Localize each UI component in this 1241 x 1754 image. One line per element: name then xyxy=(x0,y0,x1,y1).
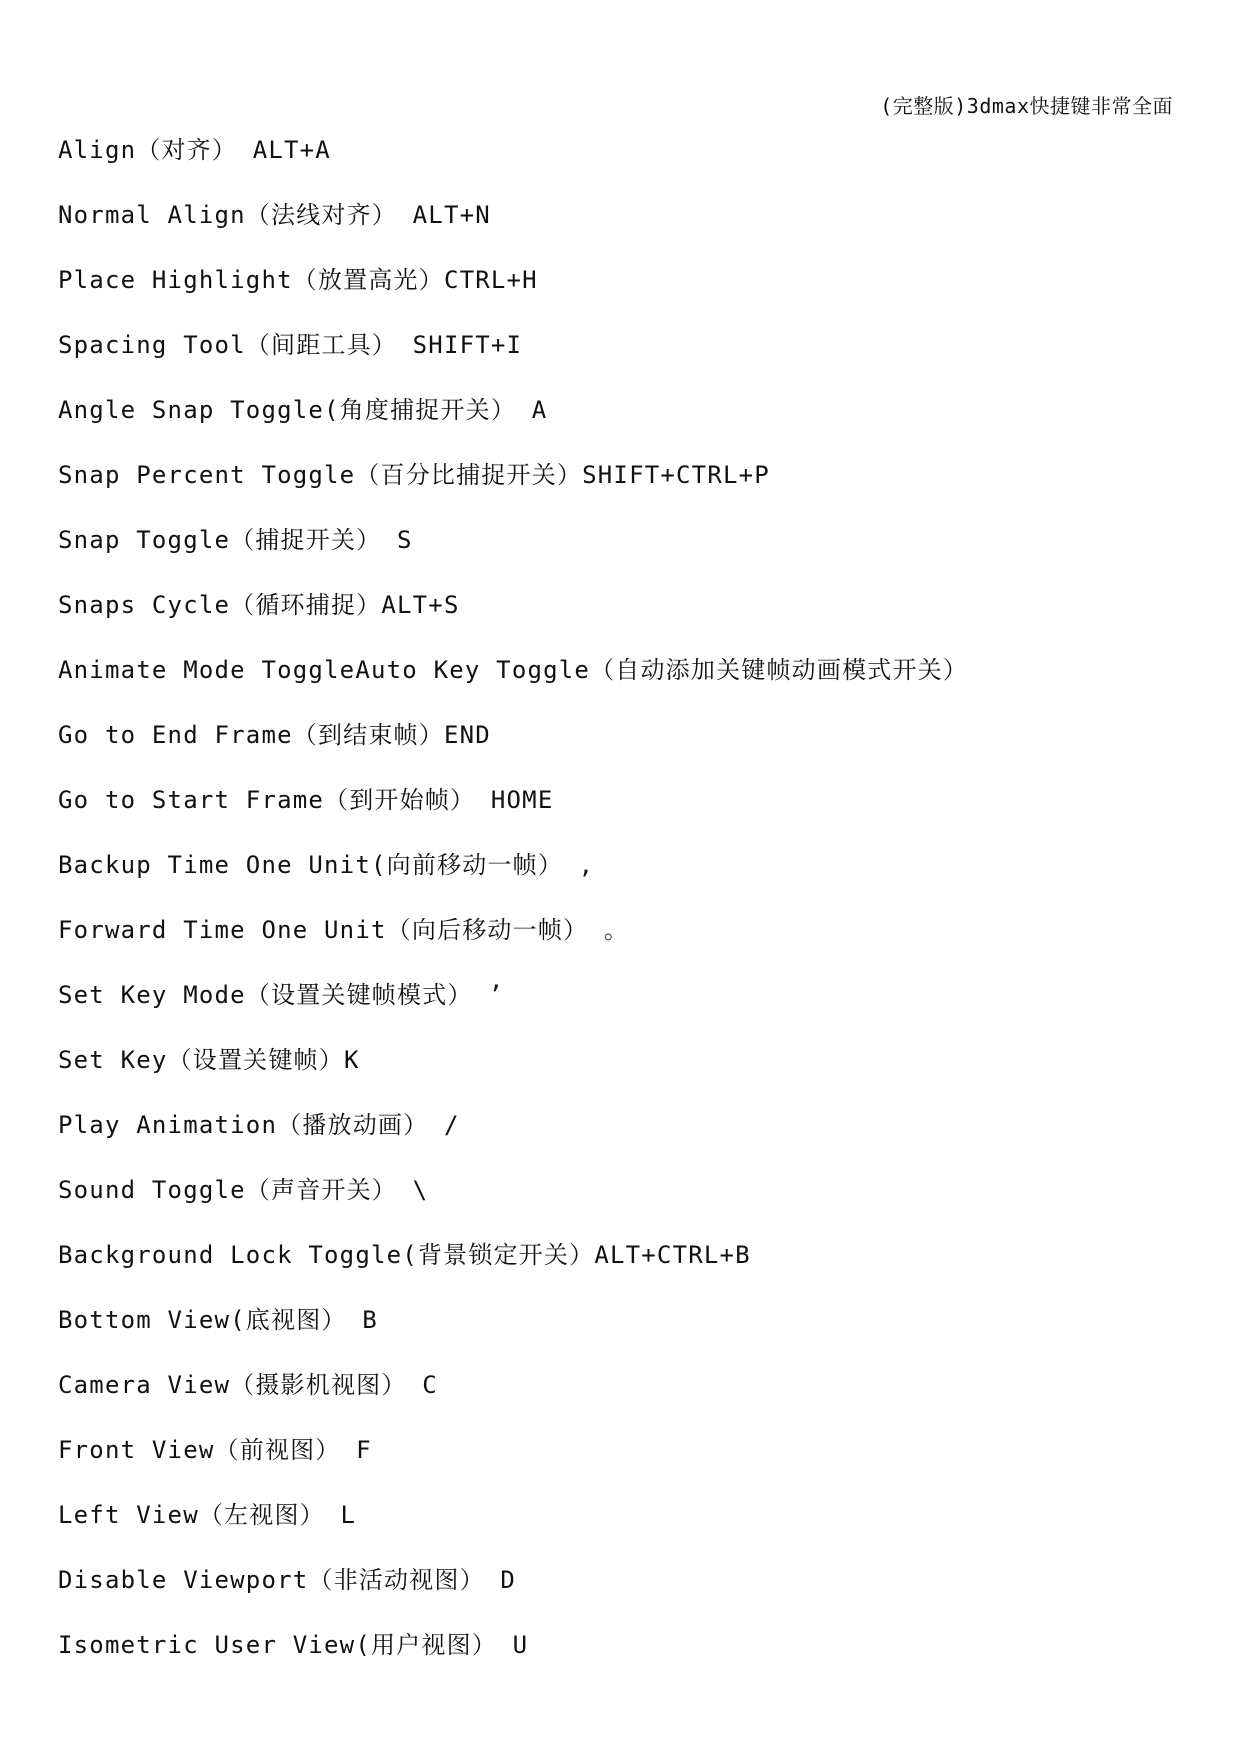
shortcut-snap-percent-toggle: Snap Percent Toggle（百分比捕捉开关）SHIFT+CTRL+P xyxy=(58,461,770,489)
shortcut-snaps-cycle: Snaps Cycle（循环捕捉）ALT+S xyxy=(58,591,460,619)
shortcut-place-highlight: Place Highlight（放置高光）CTRL+H xyxy=(58,266,538,294)
shortcut-go-to-end-frame: Go to End Frame（到结束帧）END xyxy=(58,721,491,749)
shortcut-normal-align: Normal Align（法线对齐） ALT+N xyxy=(58,201,491,229)
shortcut-auto-key-toggle: Animate Mode ToggleAuto Key Toggle（自动添加关键帧动画模式开关） xyxy=(58,656,969,684)
shortcut-set-key: Set Key（设置关键帧）K xyxy=(58,1046,360,1074)
shortcut-set-key-mode: Set Key Mode（设置关键帧模式） ’ xyxy=(58,981,504,1009)
shortcut-disable-viewport: Disable Viewport（非活动视图） D xyxy=(58,1566,517,1594)
shortcut-left-view: Left View（左视图） L xyxy=(58,1501,357,1529)
shortcut-background-lock-toggle: Background Lock Toggle(背景锁定开关）ALT+CTRL+B xyxy=(58,1241,751,1269)
shortcut-align: Align（对齐） ALT+A xyxy=(58,136,331,164)
shortcut-sound-toggle: Sound Toggle（声音开关） \ xyxy=(58,1176,429,1204)
shortcut-play-animation: Play Animation（播放动画） / xyxy=(58,1111,460,1139)
shortcut-snap-toggle: Snap Toggle（捕捉开关） S xyxy=(58,526,413,554)
shortcut-angle-snap-toggle: Angle Snap Toggle(角度捕捉开关） A xyxy=(58,396,548,424)
shortcut-list xyxy=(58,135,968,1695)
shortcut-go-to-start-frame: Go to Start Frame（到开始帧） HOME xyxy=(58,786,554,814)
shortcut-backup-time-one-unit: Backup Time One Unit(向前移动一帧） , xyxy=(58,851,595,879)
shortcut-front-view: Front View（前视图） F xyxy=(58,1436,372,1464)
shortcut-isometric-user-view: Isometric User View(用户视图） U xyxy=(58,1631,529,1659)
shortcut-bottom-view: Bottom View(底视图） B xyxy=(58,1306,378,1334)
page-header: (完整版)3dmax快捷键非常全面 xyxy=(880,94,1173,118)
shortcut-camera-view: Camera View（摄影机视图） C xyxy=(58,1371,438,1399)
shortcut-forward-time-one-unit: Forward Time One Unit（向后移动一帧） 。 xyxy=(58,916,630,944)
shortcut-spacing-tool: Spacing Tool（间距工具） SHIFT+I xyxy=(58,331,523,359)
